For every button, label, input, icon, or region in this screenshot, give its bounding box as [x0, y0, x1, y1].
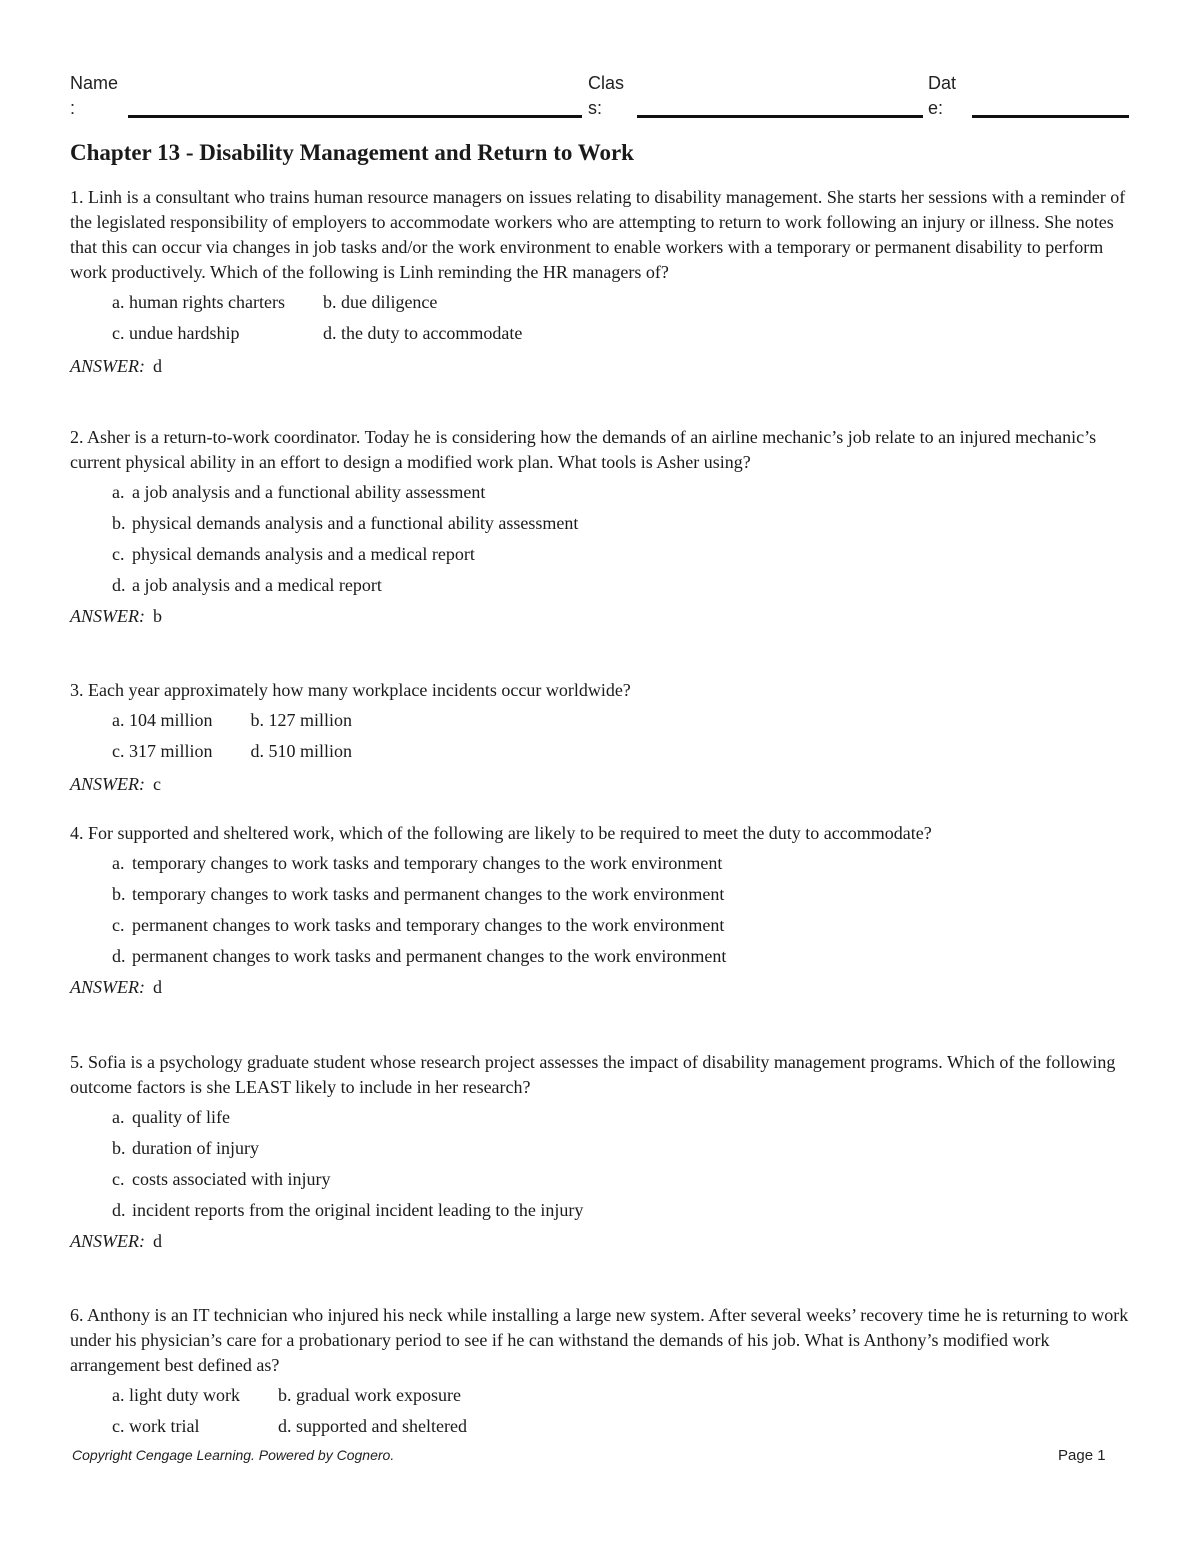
- option-c: [112, 542, 1130, 567]
- option-c: c. 317 million: [112, 741, 213, 761]
- option-letter: a.: [112, 853, 125, 873]
- option-d: [112, 1198, 1130, 1223]
- option-text: incident reports from the original incident leading to the injury: [132, 1200, 584, 1220]
- option-a: a. human rights charters: [112, 292, 285, 312]
- option-d: d. 510 million: [250, 741, 353, 761]
- option-text: physical demands analysis and a functional ability assessment: [132, 513, 579, 533]
- question-stem: 4. For supported and sheltered work, which of the following are likely to be required to meet the duty to accommodate?: [70, 823, 932, 843]
- answer-value: d: [152, 977, 162, 997]
- question-stem: 1. Linh is a consultant who trains human resource managers on issues relating to disability management. She starts her sessions with a reminder of the legislated responsibility of employers to accommodate workers who are attempting to return to work following an injury or illness. She notes that this can occur via changes in job tasks and/or the work environment to enable workers with a temporary or permanent disability to perform work productively. Which of the following is Linh reminding the HR managers of?: [70, 187, 1126, 282]
- name-field-line[interactable]: [128, 115, 582, 118]
- options: [112, 708, 1130, 770]
- option-b: [112, 882, 1130, 907]
- name-label-colon: :: [70, 98, 76, 118]
- option-letter: b.: [112, 884, 126, 904]
- option-text: temporary changes to work tasks and permanent changes to the work environment: [132, 884, 725, 904]
- options: [112, 851, 1130, 969]
- option-letter: c.: [112, 1169, 125, 1189]
- question-6: [70, 1303, 1130, 1445]
- question-stem: 5. Sofia is a psychology graduate student whose research project assesses the impact of disability management programs. Which of the following outcome factors is she LEAST likely to include in her research?: [70, 1052, 1116, 1097]
- question-2: [70, 425, 1130, 629]
- option-b: b. gradual work exposure: [278, 1385, 461, 1405]
- option-text: a job analysis and a functional ability assessment: [132, 482, 486, 502]
- options: [112, 1383, 1130, 1445]
- options: [112, 480, 1130, 598]
- options: [112, 290, 1130, 352]
- answer-label: ANSWER:: [70, 774, 145, 794]
- answer-label: ANSWER:: [70, 606, 145, 626]
- option-c: [112, 913, 1130, 938]
- option-a: a. light duty work: [112, 1385, 240, 1405]
- option-a: [112, 480, 1130, 505]
- option-c: c. work trial: [112, 1416, 200, 1436]
- option-b: [112, 1136, 1130, 1161]
- option-letter: a.: [112, 482, 125, 502]
- option-text: duration of injury: [132, 1138, 259, 1158]
- answer-line: [70, 975, 1130, 1000]
- option-a: [112, 851, 1130, 876]
- option-text: permanent changes to work tasks and permanent changes to the work environment: [132, 946, 727, 966]
- option-letter: d.: [112, 575, 126, 595]
- option-letter: d.: [112, 1200, 126, 1220]
- answer-line: [70, 772, 1130, 797]
- answer-label: ANSWER:: [70, 1231, 145, 1251]
- option-letter: b.: [112, 513, 126, 533]
- class-label: Clas: [588, 73, 625, 93]
- option-a: [112, 1105, 1130, 1130]
- chapter-title: Chapter 13 - Disability Management and Return to Work: [70, 140, 634, 165]
- answer-line: [70, 604, 1130, 629]
- date-label-colon: e:: [928, 98, 944, 118]
- question-1: [70, 185, 1130, 379]
- option-text: permanent changes to work tasks and temporary changes to the work environment: [132, 915, 725, 935]
- copyright-footer: Copyright Cengage Learning. Powered by Cognero.: [72, 1447, 395, 1463]
- option-text: costs associated with injury: [132, 1169, 331, 1189]
- option-letter: b.: [112, 1138, 126, 1158]
- name-label: Name: [70, 73, 119, 93]
- option-text: a job analysis and a medical report: [132, 575, 382, 595]
- class-field-line[interactable]: [637, 115, 923, 118]
- answer-value: c: [152, 774, 161, 794]
- option-letter: c.: [112, 915, 125, 935]
- answer-label: ANSWER:: [70, 977, 145, 997]
- answer-line: [70, 1229, 1130, 1254]
- option-letter: d.: [112, 946, 126, 966]
- question-3: [70, 678, 1130, 797]
- question-stem: 6. Anthony is an IT technician who injured his neck while installing a large new system. After several weeks’ recovery time he is returning to work under his physician’s care for a probationary period to see if he can withstand the demands of his job. What is Anthony’s modified work arrangement best defined as?: [70, 1305, 1129, 1375]
- option-b: [112, 511, 1130, 536]
- option-d: d. the duty to accommodate: [322, 323, 523, 343]
- question-5: [70, 1050, 1130, 1254]
- option-d: [112, 944, 1130, 969]
- option-text: temporary changes to work tasks and temporary changes to the work environment: [132, 853, 723, 873]
- option-letter: a.: [112, 1107, 125, 1127]
- option-b: b. due diligence: [322, 292, 438, 312]
- class-label-colon: s:: [588, 98, 603, 118]
- options: [112, 1105, 1130, 1223]
- answer-line: [70, 354, 1130, 379]
- page-number: Page 1: [1058, 1447, 1106, 1464]
- date-label: Dat: [928, 73, 957, 93]
- option-letter: c.: [112, 544, 125, 564]
- option-text: physical demands analysis and a medical report: [132, 544, 475, 564]
- option-b: b. 127 million: [250, 710, 353, 730]
- date-field-line[interactable]: [972, 115, 1129, 118]
- question-stem: 2. Asher is a return-to-work coordinator. Today he is considering how the demands of an airline mechanic’s job relate to an injured mechanic’s current physical ability in an effort to design a modified work plan. What tools is Asher using?: [70, 427, 1097, 472]
- answer-value: d: [152, 356, 162, 376]
- question-stem: 3. Each year approximately how many workplace incidents occur worldwide?: [70, 680, 631, 700]
- option-a: a. 104 million: [112, 710, 213, 730]
- option-d: [112, 573, 1130, 598]
- answer-label: ANSWER:: [70, 356, 145, 376]
- option-text: quality of life: [132, 1107, 230, 1127]
- option-c: [112, 1167, 1130, 1192]
- option-c: c. undue hardship: [112, 323, 240, 343]
- answer-value: b: [152, 606, 162, 626]
- option-d: d. supported and sheltered: [278, 1416, 467, 1436]
- answer-value: d: [152, 1231, 162, 1251]
- question-4: [70, 821, 1130, 1000]
